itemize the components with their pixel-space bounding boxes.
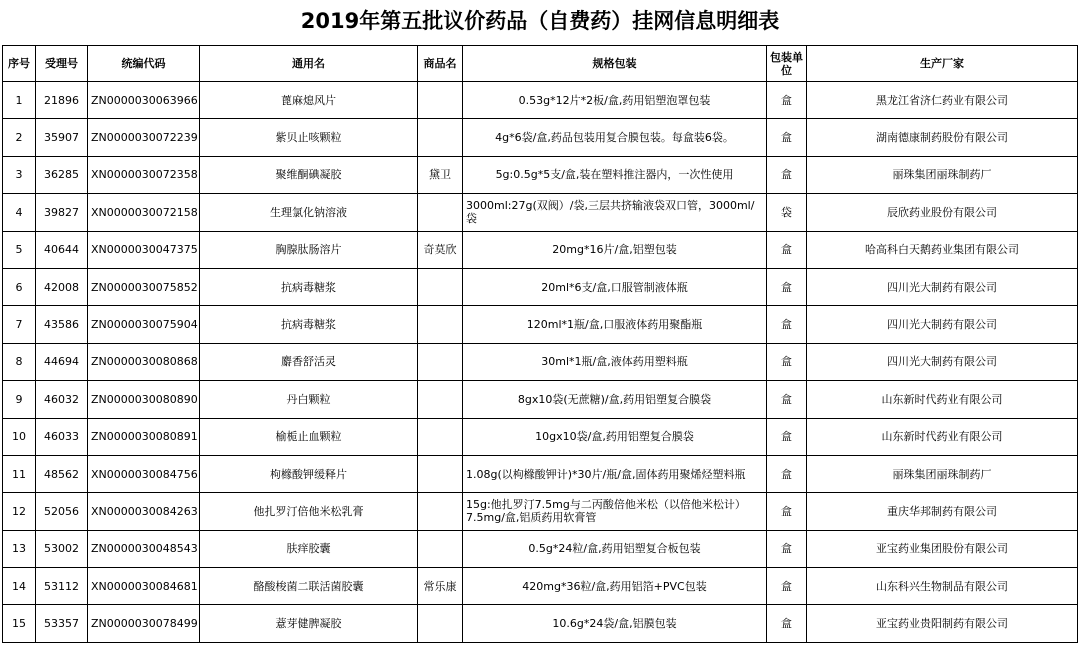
cell-seq: 6 <box>3 268 36 305</box>
col-header-seq: 序号 <box>3 46 36 82</box>
cell-accept-no: 35907 <box>36 119 88 156</box>
cell-code: ZN0000030075904 <box>88 306 200 343</box>
cell-generic-name: 酪酸梭菌二联活菌胶囊 <box>200 568 418 605</box>
cell-accept-no: 42008 <box>36 268 88 305</box>
col-header-generic-name: 通用名 <box>200 46 418 82</box>
cell-code: XN0000030084756 <box>88 455 200 492</box>
cell-seq: 13 <box>3 530 36 567</box>
cell-unit: 盒 <box>767 568 807 605</box>
cell-brand-name <box>418 455 463 492</box>
cell-seq: 8 <box>3 343 36 380</box>
cell-maker: 丽珠集团丽珠制药厂 <box>807 455 1078 492</box>
cell-spec: 20ml*6支/盒,口服管制液体瓶 <box>463 268 767 305</box>
cell-unit: 盒 <box>767 455 807 492</box>
cell-spec: 0.53g*12片*2板/盒,药用铝塑泡罩包装 <box>463 82 767 119</box>
cell-seq: 1 <box>3 82 36 119</box>
cell-brand-name: 常乐康 <box>418 568 463 605</box>
cell-maker: 亚宝药业贵阳制药有限公司 <box>807 605 1078 642</box>
cell-maker: 哈高科白天鹅药业集团有限公司 <box>807 231 1078 268</box>
cell-accept-no: 53002 <box>36 530 88 567</box>
cell-accept-no: 39827 <box>36 194 88 231</box>
cell-brand-name <box>418 343 463 380</box>
cell-accept-no: 43586 <box>36 306 88 343</box>
cell-seq: 11 <box>3 455 36 492</box>
cell-spec: 0.5g*24粒/盒,药用铝塑复合板包装 <box>463 530 767 567</box>
col-header-brand-name: 商品名 <box>418 46 463 82</box>
cell-accept-no: 48562 <box>36 455 88 492</box>
cell-brand-name <box>418 530 463 567</box>
cell-seq: 2 <box>3 119 36 156</box>
cell-maker: 山东新时代药业有限公司 <box>807 418 1078 455</box>
cell-spec: 420mg*36粒/盒,药用铝箔+PVC包装 <box>463 568 767 605</box>
cell-maker: 山东科兴生物制品有限公司 <box>807 568 1078 605</box>
table-row <box>3 568 1078 605</box>
cell-code: ZN0000030080891 <box>88 418 200 455</box>
table-row <box>3 381 1078 418</box>
cell-maker: 四川光大制药有限公司 <box>807 268 1078 305</box>
cell-unit: 盒 <box>767 343 807 380</box>
col-header-accept-no: 受理号 <box>36 46 88 82</box>
table-row <box>3 119 1078 156</box>
cell-maker: 辰欣药业股份有限公司 <box>807 194 1078 231</box>
cell-accept-no: 52056 <box>36 493 88 530</box>
cell-generic-name: 他扎罗汀倍他米松乳膏 <box>200 493 418 530</box>
cell-unit: 盒 <box>767 418 807 455</box>
drug-listing-table <box>2 45 1078 643</box>
cell-code: XN0000030072358 <box>88 156 200 193</box>
cell-code: ZN0000030072239 <box>88 119 200 156</box>
cell-generic-name: 丹白颗粒 <box>200 381 418 418</box>
cell-code: ZN0000030075852 <box>88 268 200 305</box>
cell-spec: 20mg*16片/盒,铝塑包装 <box>463 231 767 268</box>
cell-unit: 袋 <box>767 194 807 231</box>
cell-generic-name: 薏芽健脾凝胶 <box>200 605 418 642</box>
table-row <box>3 605 1078 642</box>
cell-maker: 山东新时代药业有限公司 <box>807 381 1078 418</box>
cell-maker: 四川光大制药有限公司 <box>807 343 1078 380</box>
cell-maker: 湖南德康制药股份有限公司 <box>807 119 1078 156</box>
cell-spec: 4g*6袋/盒,药品包装用复合膜包装。每盒装6袋。 <box>463 119 767 156</box>
cell-unit: 盒 <box>767 493 807 530</box>
table-row <box>3 493 1078 530</box>
cell-generic-name: 胸腺肽肠溶片 <box>200 231 418 268</box>
cell-generic-name: 抗病毒糖浆 <box>200 268 418 305</box>
cell-code: XN0000030072158 <box>88 194 200 231</box>
cell-spec: 10.6g*24袋/盒,铝膜包装 <box>463 605 767 642</box>
table-row <box>3 156 1078 193</box>
cell-spec: 3000ml:27g(双阀）/袋,三层共挤输液袋双口管，3000ml/袋 <box>463 194 767 231</box>
cell-spec: 10gx10袋/盒,药用铝塑复合膜袋 <box>463 418 767 455</box>
cell-seq: 7 <box>3 306 36 343</box>
cell-spec: 8gx10袋(无蔗糖)/盒,药用铝塑复合膜袋 <box>463 381 767 418</box>
col-header-maker: 生产厂家 <box>807 46 1078 82</box>
page-title: 2019年第五批议价药品（自费药）挂网信息明细表 <box>300 9 780 33</box>
cell-unit: 盒 <box>767 605 807 642</box>
cell-maker: 四川光大制药有限公司 <box>807 306 1078 343</box>
cell-unit: 盒 <box>767 530 807 567</box>
cell-code: ZN0000030048543 <box>88 530 200 567</box>
cell-spec: 1.08g(以枸橼酸钾计)*30片/瓶/盒,固体药用聚烯烃塑料瓶 <box>463 455 767 492</box>
cell-accept-no: 36285 <box>36 156 88 193</box>
cell-seq: 10 <box>3 418 36 455</box>
table-header-row <box>3 46 1078 82</box>
cell-accept-no: 53112 <box>36 568 88 605</box>
table-row <box>3 82 1078 119</box>
cell-brand-name: 奇莫欣 <box>418 231 463 268</box>
cell-accept-no: 40644 <box>36 231 88 268</box>
cell-unit: 盒 <box>767 268 807 305</box>
cell-seq: 12 <box>3 493 36 530</box>
cell-accept-no: 53357 <box>36 605 88 642</box>
cell-maker: 亚宝药业集团股份有限公司 <box>807 530 1078 567</box>
cell-seq: 15 <box>3 605 36 642</box>
cell-spec: 120ml*1瓶/盒,口服液体药用聚酯瓶 <box>463 306 767 343</box>
cell-code: ZN0000030078499 <box>88 605 200 642</box>
cell-generic-name: 蓖麻熄风片 <box>200 82 418 119</box>
cell-brand-name <box>418 306 463 343</box>
cell-maker: 黑龙江省济仁药业有限公司 <box>807 82 1078 119</box>
cell-unit: 盒 <box>767 119 807 156</box>
cell-generic-name: 麝香舒活灵 <box>200 343 418 380</box>
cell-accept-no: 44694 <box>36 343 88 380</box>
table-row <box>3 530 1078 567</box>
cell-unit: 盒 <box>767 231 807 268</box>
cell-brand-name <box>418 418 463 455</box>
table-row <box>3 455 1078 492</box>
cell-seq: 14 <box>3 568 36 605</box>
cell-generic-name: 枸橼酸钾缓释片 <box>200 455 418 492</box>
cell-code: ZN0000030063966 <box>88 82 200 119</box>
cell-seq: 9 <box>3 381 36 418</box>
cell-brand-name <box>418 82 463 119</box>
table-row <box>3 306 1078 343</box>
cell-generic-name: 聚维酮碘凝胶 <box>200 156 418 193</box>
cell-seq: 3 <box>3 156 36 193</box>
cell-brand-name <box>418 119 463 156</box>
cell-code: XN0000030047375 <box>88 231 200 268</box>
cell-spec: 15g:他扎罗汀7.5mg与二丙酸倍他米松（以倍他米松计）7.5mg/盒,铝质药用软膏管 <box>463 493 767 530</box>
cell-code: ZN0000030080868 <box>88 343 200 380</box>
cell-generic-name: 抗病毒糖浆 <box>200 306 418 343</box>
cell-maker: 重庆华邦制药有限公司 <box>807 493 1078 530</box>
cell-brand-name <box>418 268 463 305</box>
cell-generic-name: 紫贝止咳颗粒 <box>200 119 418 156</box>
cell-brand-name <box>418 605 463 642</box>
cell-generic-name: 生理氯化钠溶液 <box>200 194 418 231</box>
cell-unit: 盒 <box>767 306 807 343</box>
cell-brand-name <box>418 381 463 418</box>
table-row <box>3 268 1078 305</box>
cell-brand-name <box>418 194 463 231</box>
col-header-unit: 包装单位 <box>767 46 807 82</box>
cell-unit: 盒 <box>767 82 807 119</box>
cell-accept-no: 46032 <box>36 381 88 418</box>
cell-generic-name: 肤痒胶囊 <box>200 530 418 567</box>
table-row <box>3 418 1078 455</box>
cell-brand-name: 黛卫 <box>418 156 463 193</box>
cell-unit: 盒 <box>767 156 807 193</box>
cell-unit: 盒 <box>767 381 807 418</box>
cell-brand-name <box>418 493 463 530</box>
col-header-code: 统编代码 <box>88 46 200 82</box>
cell-maker: 丽珠集团丽珠制药厂 <box>807 156 1078 193</box>
cell-code: ZN0000030080890 <box>88 381 200 418</box>
cell-spec: 5g:0.5g*5支/盒,装在塑料推注器内，一次性使用 <box>463 156 767 193</box>
cell-generic-name: 榆栀止血颗粒 <box>200 418 418 455</box>
cell-spec: 30ml*1瓶/盒,液体药用塑料瓶 <box>463 343 767 380</box>
table-row <box>3 343 1078 380</box>
cell-code: XN0000030084263 <box>88 493 200 530</box>
cell-seq: 4 <box>3 194 36 231</box>
table-row <box>3 194 1078 231</box>
cell-code: XN0000030084681 <box>88 568 200 605</box>
cell-accept-no: 46033 <box>36 418 88 455</box>
col-header-spec: 规格包装 <box>463 46 767 82</box>
cell-accept-no: 21896 <box>36 82 88 119</box>
table-row <box>3 231 1078 268</box>
cell-seq: 5 <box>3 231 36 268</box>
